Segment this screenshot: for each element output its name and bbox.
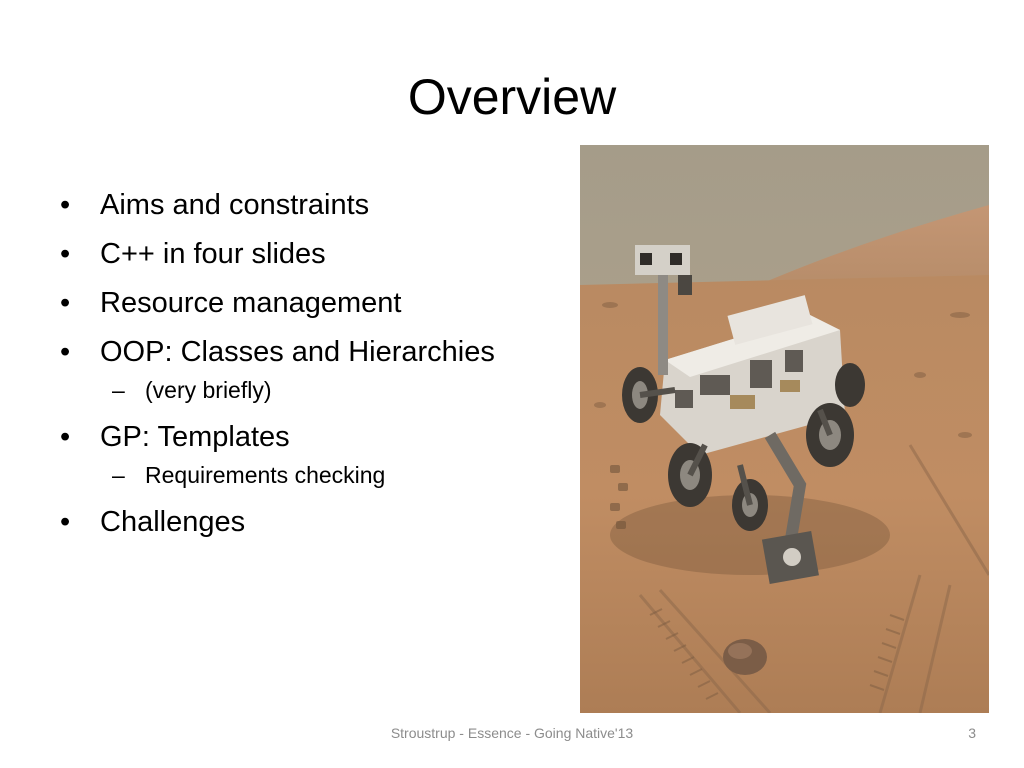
sub-bullet-glyph: –	[112, 462, 125, 488]
sub-bullet-item	[60, 460, 560, 500]
bullet-item	[60, 500, 560, 549]
bullet-item	[60, 330, 560, 379]
bullet-text: OOP: Classes and Hierarchies	[100, 336, 495, 368]
bullet-list	[60, 183, 560, 549]
sub-bullet-text: Requirements checking	[145, 462, 386, 488]
bullet-glyph: •	[60, 238, 71, 270]
bullet-glyph: •	[60, 421, 71, 453]
bullet-text: GP: Templates	[100, 421, 290, 453]
sub-bullet-glyph: –	[112, 377, 125, 403]
footer-text: Stroustrup - Essence - Going Native'13	[390, 725, 634, 741]
page-number: 3	[968, 725, 976, 741]
rover-photo-illustration	[580, 145, 989, 713]
bullet-text: C++ in four slides	[100, 238, 326, 270]
rover-photo	[580, 145, 989, 713]
slide-title: Overview	[407, 69, 617, 125]
bullet-text: Aims and constraints	[100, 189, 370, 221]
bullet-item	[60, 281, 560, 330]
bullet-glyph: •	[60, 189, 71, 221]
sub-bullet-text: (very briefly)	[145, 377, 272, 403]
bullet-item	[60, 232, 560, 281]
bullet-item	[60, 183, 560, 232]
bullet-glyph: •	[60, 506, 71, 538]
bullet-text: Resource management	[100, 287, 402, 319]
bullet-glyph: •	[60, 336, 71, 368]
bullet-item	[60, 415, 560, 464]
bullet-text: Challenges	[100, 506, 246, 538]
bullet-glyph: •	[60, 287, 71, 319]
sub-bullet-item	[60, 375, 560, 415]
